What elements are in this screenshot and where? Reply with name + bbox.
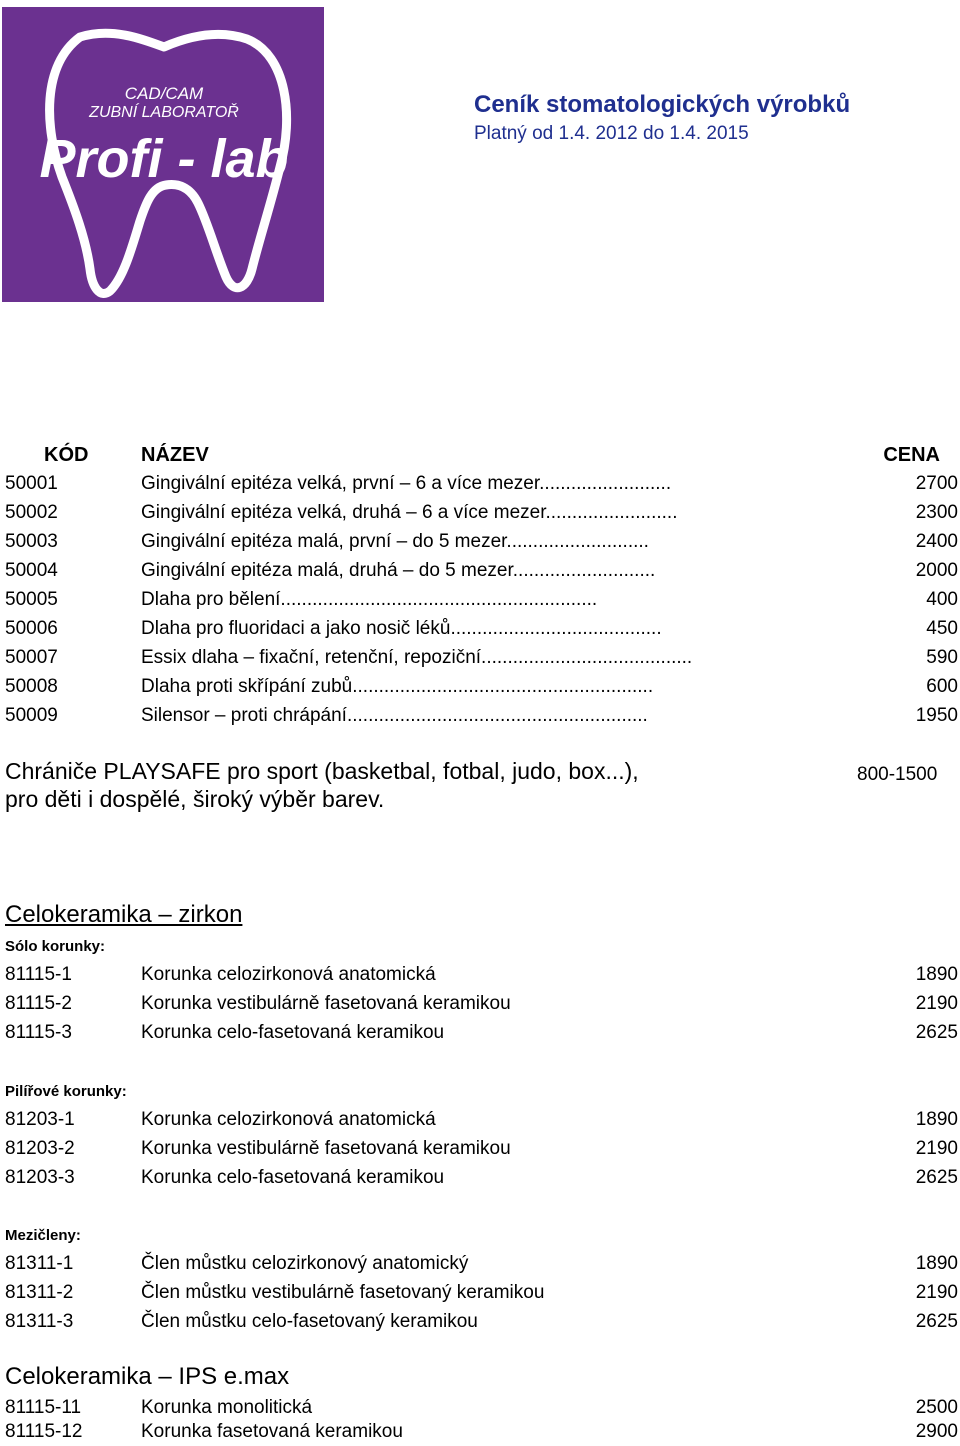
- item-code: 81203-3: [5, 1167, 75, 1188]
- item-code: 50005: [5, 589, 58, 610]
- item-code: 50004: [5, 560, 58, 581]
- item-code: 50002: [5, 502, 58, 523]
- item-code: 81115-11: [5, 1397, 82, 1418]
- item-price: 2625: [915, 1022, 958, 1043]
- price-row: [0, 1105, 960, 1134]
- playsafe-description: [5, 757, 805, 813]
- logo-wordmark: Profi - lab: [39, 129, 289, 189]
- item-name: Dlaha pro bělení............................................................: [141, 589, 598, 610]
- price-row: [0, 1278, 960, 1307]
- item-price: 1890: [915, 1253, 958, 1274]
- item-name: Essix dlaha – fixační, retenční, repoziční........................................: [141, 647, 693, 668]
- item-name: Korunka celo-fasetovaná keramikou: [141, 1022, 445, 1043]
- price-row: [0, 643, 960, 672]
- logo-line-laboratory: ZUBNÍ LABORATOŘ: [89, 104, 239, 121]
- price-row: [0, 701, 960, 730]
- item-price: 2190: [915, 1282, 958, 1303]
- item-price: 400: [926, 589, 958, 610]
- item-price: 450: [926, 618, 958, 639]
- item-price: 2400: [915, 531, 958, 552]
- document-header: [474, 90, 850, 148]
- item-price: 2300: [915, 502, 958, 523]
- profi-lab-logo: [2, 7, 324, 302]
- item-code: 50009: [5, 705, 58, 726]
- column-header-name: NÁZEV: [141, 444, 209, 466]
- item-price: 2190: [915, 993, 958, 1014]
- item-name: Gingivální epitéza malá, první – do 5 mezer...........................: [141, 531, 649, 552]
- validity-period: Platný od 1.4. 2012 do 1.4. 2015: [474, 123, 749, 144]
- item-price: 1890: [915, 964, 958, 985]
- subheading-solo-crowns: Sólo korunky:: [5, 938, 106, 955]
- item-code: 81115-12: [5, 1421, 83, 1442]
- item-name: Korunka vestibulárně fasetovaná keramikou: [141, 1138, 511, 1159]
- item-price: 2500: [915, 1397, 958, 1418]
- item-name: Člen můstku celozirkonový anatomický: [141, 1253, 469, 1274]
- playsafe-line-2: pro děti i dospělé, široký výběr barev.: [5, 786, 385, 812]
- item-price: 2700: [915, 473, 958, 494]
- price-row: [0, 1417, 960, 1446]
- logo-line-cadcam: CAD/CAM: [124, 84, 204, 103]
- item-price: 600: [926, 676, 958, 697]
- item-price: 1890: [915, 1109, 958, 1130]
- price-row: [0, 1134, 960, 1163]
- column-header-price: CENA: [883, 444, 940, 466]
- item-code: 50006: [5, 618, 58, 639]
- item-code: 50003: [5, 531, 58, 552]
- price-row: [0, 556, 960, 585]
- item-code: 50007: [5, 647, 58, 668]
- item-name: Gingivální epitéza velká, druhá – 6 a více mezer.........................: [141, 502, 678, 523]
- section-title-emax: Celokeramika – IPS e.max: [5, 1363, 290, 1390]
- price-row: [0, 498, 960, 527]
- item-code: 81115-3: [5, 1022, 72, 1043]
- price-row: [0, 989, 960, 1018]
- item-name: Gingivální epitéza velká, první – 6 a více mezer.........................: [141, 473, 672, 494]
- price-row: [0, 1018, 960, 1047]
- item-name: Dlaha pro fluoridaci a jako nosič léků........................................: [141, 618, 662, 639]
- item-code: 81115-1: [5, 964, 72, 985]
- price-row: [0, 469, 960, 498]
- item-name: Korunka fasetovaná keramikou: [141, 1421, 403, 1442]
- page-title: Ceník stomatologických výrobků: [474, 91, 851, 118]
- price-row: [0, 672, 960, 701]
- item-price: 2900: [915, 1421, 958, 1442]
- item-name: Korunka vestibulárně fasetovaná keramikou: [141, 993, 511, 1014]
- item-code: 50001: [5, 473, 58, 494]
- item-price: 2625: [915, 1167, 958, 1188]
- item-name: Dlaha proti skřípání zubů.........................................................: [141, 676, 654, 697]
- item-name: Člen můstku vestibulárně fasetovaný keramikou: [141, 1282, 545, 1303]
- subheading-abutment-crowns: Pilířové korunky:: [5, 1083, 127, 1100]
- item-name: Korunka celo-fasetovaná keramikou: [141, 1167, 445, 1188]
- item-price: 590: [926, 647, 958, 668]
- item-price: 1950: [915, 705, 958, 726]
- item-code: 81311-3: [5, 1311, 74, 1332]
- price-row: [0, 614, 960, 643]
- item-name: Gingivální epitéza malá, druhá – do 5 mezer...........................: [141, 560, 656, 581]
- price-row: [0, 527, 960, 556]
- item-code: 50008: [5, 676, 58, 697]
- price-row: [0, 1307, 960, 1336]
- item-price: 2000: [915, 560, 958, 581]
- price-row: [0, 960, 960, 989]
- item-code: 81311-1: [5, 1253, 74, 1274]
- item-code: 81203-2: [5, 1138, 75, 1159]
- playsafe-price: 800-1500: [857, 764, 938, 785]
- item-name: Silensor – proti chrápání.........................................................: [141, 705, 648, 726]
- section-title-zirkon: Celokeramika – zirkon: [5, 901, 243, 928]
- item-name: Korunka celozirkonová anatomická: [141, 964, 436, 985]
- column-header-code: KÓD: [44, 444, 89, 466]
- item-name: Člen můstku celo-fasetovaný keramikou: [141, 1311, 478, 1332]
- price-row: [0, 585, 960, 614]
- item-name: Korunka celozirkonová anatomická: [141, 1109, 436, 1130]
- subheading-pontics: Mezičleny:: [5, 1227, 81, 1244]
- playsafe-line-1: Chrániče PLAYSAFE pro sport (basketbal, fotbal, judo, box...),: [5, 758, 639, 784]
- item-price: 2190: [915, 1138, 958, 1159]
- price-row: [0, 1163, 960, 1192]
- price-row: [0, 1249, 960, 1278]
- item-code: 81203-1: [5, 1109, 75, 1130]
- item-code: 81115-2: [5, 993, 72, 1014]
- item-name: Korunka monolitická: [141, 1397, 313, 1418]
- item-price: 2625: [915, 1311, 958, 1332]
- tooth-logo-graphic: [2, 7, 324, 302]
- item-code: 81311-2: [5, 1282, 74, 1303]
